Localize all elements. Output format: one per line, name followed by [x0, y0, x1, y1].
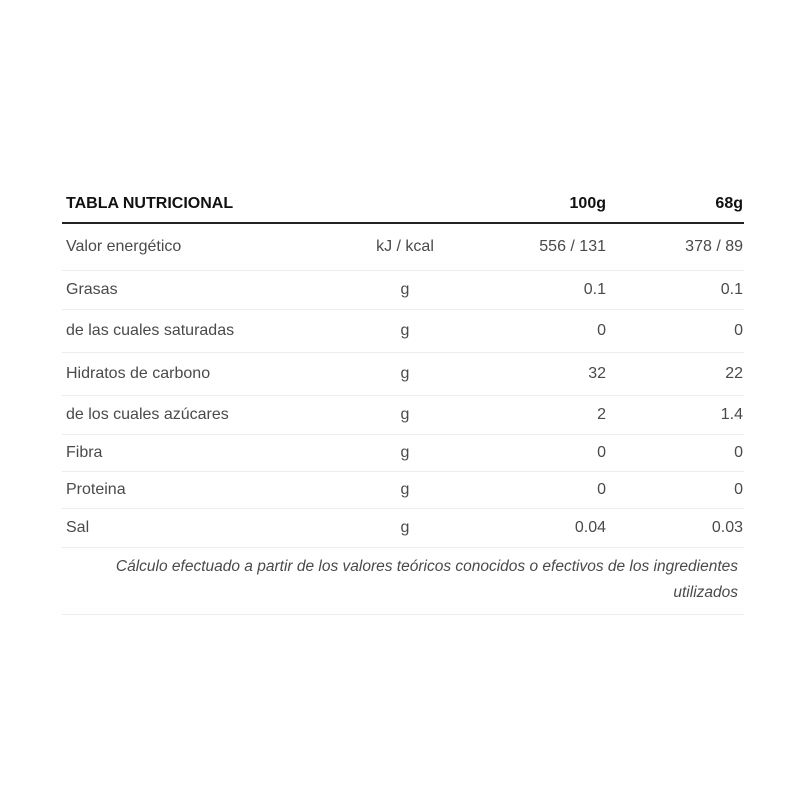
- unit: kJ / kcal: [376, 238, 434, 255]
- table-header: [62, 188, 744, 224]
- value-per-portion: 0: [734, 481, 743, 498]
- nutrient-name: Hidratos de carbono: [66, 365, 211, 382]
- nutrient-name: Valor energético: [66, 238, 182, 255]
- value-per-100g: 32: [588, 365, 606, 382]
- value-per-100g: 0.1: [583, 281, 606, 298]
- nutrition-table: [62, 188, 744, 615]
- nutrient-name: de las cuales saturadas: [66, 322, 235, 339]
- unit: g: [400, 444, 410, 461]
- nutrient-name: de los cuales azúcares: [66, 406, 229, 423]
- table-row: [62, 472, 744, 509]
- value-per-100g: 0: [597, 322, 606, 339]
- value-per-portion: 1.4: [720, 406, 743, 423]
- table-row: [62, 396, 744, 435]
- unit: g: [400, 481, 410, 498]
- value-per-portion: 0: [734, 444, 743, 461]
- nutrient-name: Sal: [66, 519, 90, 536]
- nutrient-name: Proteina: [66, 481, 126, 498]
- unit: g: [400, 406, 410, 423]
- portion-header: 68g: [715, 195, 743, 212]
- value-per-portion: 0.03: [711, 519, 743, 536]
- value-per-portion: 22: [725, 365, 743, 382]
- value-per-100g: 0.04: [574, 519, 606, 536]
- unit: g: [400, 281, 410, 298]
- footnote: Cálculo efectuado a partir de los valores teóricos conocidos o efectivos de los ingredientes utilizados: [62, 548, 744, 615]
- unit: g: [400, 365, 410, 382]
- value-per-portion: 0.1: [720, 281, 743, 298]
- per100-header: 100g: [569, 195, 606, 212]
- nutrient-name: Fibra: [66, 444, 103, 461]
- table-title: TABLA NUTRICIONAL: [66, 195, 234, 212]
- value-per-100g: 2: [597, 406, 606, 423]
- table-row: [62, 224, 744, 271]
- value-per-100g: 0: [597, 444, 606, 461]
- value-per-portion: 378 / 89: [685, 238, 743, 255]
- table-row: [62, 509, 744, 548]
- nutrient-name: Grasas: [66, 281, 118, 298]
- table-row: [62, 271, 744, 310]
- table-body: [62, 224, 744, 548]
- table-row: [62, 353, 744, 396]
- value-per-100g: 556 / 131: [539, 238, 606, 255]
- table-row: [62, 310, 744, 353]
- unit: g: [400, 322, 410, 339]
- unit: g: [400, 519, 410, 536]
- value-per-100g: 0: [597, 481, 606, 498]
- table-row: [62, 435, 744, 472]
- value-per-portion: 0: [734, 322, 743, 339]
